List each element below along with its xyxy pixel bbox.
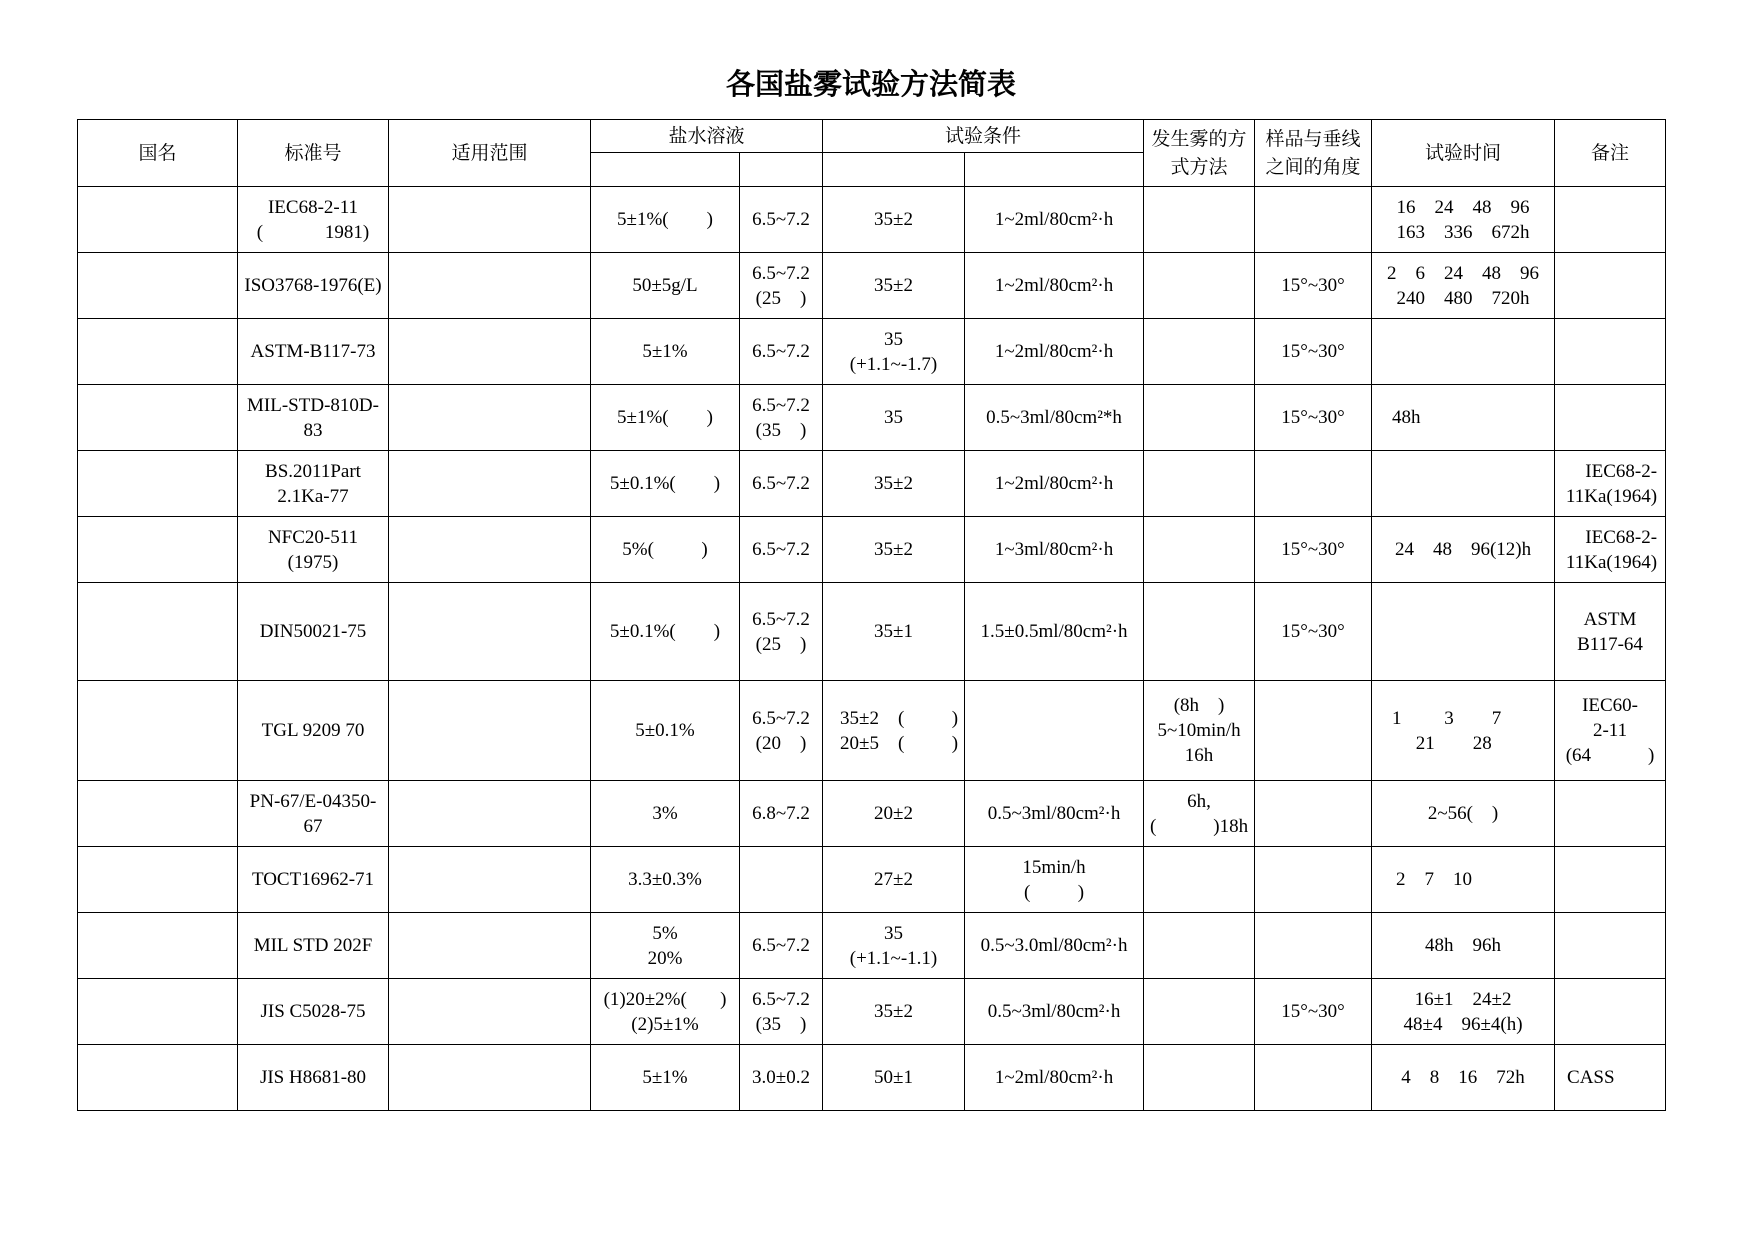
cell-scope	[389, 1045, 591, 1111]
table-row	[78, 253, 1666, 319]
cell-fog-method	[1144, 253, 1255, 319]
cell-country	[78, 1045, 238, 1111]
cell-scope	[389, 979, 591, 1045]
cell-concentration: 5±1%( )	[591, 187, 740, 253]
cell-concentration: 3%	[591, 781, 740, 847]
table-row	[78, 385, 1666, 451]
table-row	[78, 781, 1666, 847]
cell-ph	[740, 847, 823, 913]
cell-remarks: IEC60- 2-11 (64 )	[1555, 681, 1666, 781]
cell-scope	[389, 385, 591, 451]
cell-country	[78, 517, 238, 583]
cell-standard: TOCT16962-71	[238, 847, 389, 913]
cell-ph: 6.5~7.2 (25 )	[740, 583, 823, 681]
cell-fog-method	[1144, 385, 1255, 451]
cell-fog-method	[1144, 1045, 1255, 1111]
page-title: 各国盐雾试验方法简表	[725, 67, 1016, 101]
header-country: 国名	[78, 120, 238, 187]
table-row	[78, 319, 1666, 385]
cell-fog-rate: 0.5~3.0ml/80cm²·h	[965, 913, 1144, 979]
cell-standard: PN-67/E-04350- 67	[238, 781, 389, 847]
cell-remarks	[1555, 385, 1666, 451]
cell-temperature: 35 (+1.1~-1.1)	[823, 913, 965, 979]
subheader-cell	[965, 153, 1144, 187]
cell-test-time: 1 3 7 21 28	[1372, 681, 1555, 781]
cell-test-time	[1372, 319, 1555, 385]
cell-concentration: 5±1%	[591, 1045, 740, 1111]
cell-angle: 15°~30°	[1255, 385, 1372, 451]
cell-scope	[389, 781, 591, 847]
cell-standard: JIS H8681-80	[238, 1045, 389, 1111]
cell-ph: 6.8~7.2	[740, 781, 823, 847]
cell-ph: 6.5~7.2	[740, 451, 823, 517]
table-body	[78, 187, 1666, 1111]
cell-fog-method	[1144, 451, 1255, 517]
cell-angle: 15°~30°	[1255, 583, 1372, 681]
cell-concentration: 5%( )	[591, 517, 740, 583]
header-scope: 适用范围	[389, 120, 591, 187]
cell-standard: TGL 9209 70	[238, 681, 389, 781]
cell-concentration: 5±0.1%	[591, 681, 740, 781]
cell-country	[78, 681, 238, 781]
cell-fog-method	[1144, 319, 1255, 385]
cell-remarks	[1555, 847, 1666, 913]
cell-concentration: 3.3±0.3%	[591, 847, 740, 913]
cell-standard: MIL STD 202F	[238, 913, 389, 979]
cell-ph: 6.5~7.2 (20 )	[740, 681, 823, 781]
cell-remarks: ASTM B117-64	[1555, 583, 1666, 681]
cell-temperature: 35±2	[823, 979, 965, 1045]
cell-country	[78, 913, 238, 979]
header-standard: 标准号	[238, 120, 389, 187]
header-fog-method: 发生雾的方式方法	[1144, 120, 1255, 187]
cell-country	[78, 979, 238, 1045]
cell-standard: BS.2011Part 2.1Ka-77	[238, 451, 389, 517]
cell-fog-rate: 1~2ml/80cm²·h	[965, 1045, 1144, 1111]
cell-test-time: 48h 96h	[1372, 913, 1555, 979]
cell-temperature: 35±2	[823, 187, 965, 253]
cell-angle	[1255, 451, 1372, 517]
header-salt-solution: 盐水溶液	[591, 120, 823, 153]
cell-fog-method: (8h ) 5~10min/h 16h	[1144, 681, 1255, 781]
cell-country	[78, 187, 238, 253]
cell-angle	[1255, 847, 1372, 913]
cell-country	[78, 385, 238, 451]
cell-test-time	[1372, 583, 1555, 681]
cell-scope	[389, 847, 591, 913]
cell-ph: 6.5~7.2	[740, 517, 823, 583]
table-row	[78, 187, 1666, 253]
table-row	[78, 913, 1666, 979]
cell-remarks: CASS	[1555, 1045, 1666, 1111]
subheader-cell	[823, 153, 965, 187]
table-row	[78, 1045, 1666, 1111]
cell-angle: 15°~30°	[1255, 517, 1372, 583]
table-row	[78, 583, 1666, 681]
cell-fog-method	[1144, 847, 1255, 913]
cell-angle	[1255, 1045, 1372, 1111]
cell-scope	[389, 319, 591, 385]
cell-scope	[389, 913, 591, 979]
cell-remarks: IEC68-2- 11Ka(1964)	[1555, 451, 1666, 517]
cell-concentration: 5±0.1%( )	[591, 583, 740, 681]
cell-scope	[389, 451, 591, 517]
cell-temperature: 35±2 ( ) 20±5 ( )	[823, 681, 965, 781]
cell-remarks	[1555, 979, 1666, 1045]
cell-ph: 6.5~7.2	[740, 319, 823, 385]
table-row	[78, 979, 1666, 1045]
cell-remarks	[1555, 781, 1666, 847]
cell-standard: ASTM-B117-73	[238, 319, 389, 385]
cell-scope	[389, 583, 591, 681]
cell-test-time	[1372, 451, 1555, 517]
table-row	[78, 847, 1666, 913]
cell-standard: IEC68-2-11 ( 1981)	[238, 187, 389, 253]
cell-remarks	[1555, 319, 1666, 385]
cell-angle	[1255, 781, 1372, 847]
cell-angle: 15°~30°	[1255, 979, 1372, 1045]
cell-test-time: 2 6 24 48 96 240 480 720h	[1372, 253, 1555, 319]
cell-temperature: 20±2	[823, 781, 965, 847]
cell-angle: 15°~30°	[1255, 319, 1372, 385]
subheader-cell	[591, 153, 740, 187]
cell-fog-rate: 1~2ml/80cm²·h	[965, 253, 1144, 319]
cell-standard: MIL-STD-810D- 83	[238, 385, 389, 451]
cell-temperature: 50±1	[823, 1045, 965, 1111]
cell-fog-rate: 1~2ml/80cm²·h	[965, 319, 1144, 385]
cell-angle	[1255, 187, 1372, 253]
cell-test-time: 16±1 24±2 48±4 96±4(h)	[1372, 979, 1555, 1045]
cell-temperature: 35 (+1.1~-1.7)	[823, 319, 965, 385]
cell-concentration: 5% 20%	[591, 913, 740, 979]
cell-concentration: 5±1%( )	[591, 385, 740, 451]
cell-fog-rate: 0.5~3ml/80cm²·h	[965, 979, 1144, 1045]
header-test-conditions: 试验条件	[823, 120, 1144, 153]
cell-country	[78, 781, 238, 847]
cell-ph: 6.5~7.2 (35 )	[740, 385, 823, 451]
cell-fog-rate	[965, 681, 1144, 781]
table-row	[78, 517, 1666, 583]
cell-remarks: IEC68-2- 11Ka(1964)	[1555, 517, 1666, 583]
cell-fog-rate: 1~2ml/80cm²·h	[965, 451, 1144, 517]
cell-ph: 6.5~7.2	[740, 187, 823, 253]
salt-spray-methods-table	[77, 119, 1666, 1111]
cell-fog-rate: 1~2ml/80cm²·h	[965, 187, 1144, 253]
cell-angle	[1255, 913, 1372, 979]
cell-concentration: 5±1%	[591, 319, 740, 385]
cell-fog-method: 6h, ( )18h	[1144, 781, 1255, 847]
cell-country	[78, 847, 238, 913]
table-row	[78, 451, 1666, 517]
cell-scope	[389, 187, 591, 253]
cell-standard: JIS C5028-75	[238, 979, 389, 1045]
cell-fog-rate: 1~3ml/80cm²·h	[965, 517, 1144, 583]
header-test-time: 试验时间	[1372, 120, 1555, 187]
cell-scope	[389, 681, 591, 781]
cell-fog-method	[1144, 913, 1255, 979]
cell-standard: ISO3768-1976(E)	[238, 253, 389, 319]
cell-fog-rate: 1.5±0.5ml/80cm²·h	[965, 583, 1144, 681]
cell-test-time: 16 24 48 96 163 336 672h	[1372, 187, 1555, 253]
cell-concentration: 50±5g/L	[591, 253, 740, 319]
cell-country	[78, 253, 238, 319]
cell-ph: 6.5~7.2 (35 )	[740, 979, 823, 1045]
cell-fog-rate: 15min/h ( )	[965, 847, 1144, 913]
cell-concentration: 5±0.1%( )	[591, 451, 740, 517]
cell-test-time: 24 48 96(12)h	[1372, 517, 1555, 583]
cell-fog-method	[1144, 517, 1255, 583]
header-row	[78, 120, 1666, 153]
cell-standard: NFC20-511 (1975)	[238, 517, 389, 583]
cell-temperature: 35±1	[823, 583, 965, 681]
cell-scope	[389, 253, 591, 319]
cell-test-time: 48h	[1372, 385, 1555, 451]
table-row	[78, 681, 1666, 781]
cell-standard: DIN50021-75	[238, 583, 389, 681]
cell-country	[78, 583, 238, 681]
cell-fog-rate: 0.5~3ml/80cm²·h	[965, 781, 1144, 847]
cell-temperature: 35±2	[823, 451, 965, 517]
cell-country	[78, 319, 238, 385]
cell-remarks	[1555, 913, 1666, 979]
cell-temperature: 35±2	[823, 253, 965, 319]
cell-angle	[1255, 681, 1372, 781]
cell-concentration: (1)20±2%( ) (2)5±1%	[591, 979, 740, 1045]
cell-fog-method	[1144, 187, 1255, 253]
cell-scope	[389, 517, 591, 583]
cell-angle: 15°~30°	[1255, 253, 1372, 319]
cell-test-time: 4 8 16 72h	[1372, 1045, 1555, 1111]
cell-temperature: 35±2	[823, 517, 965, 583]
cell-ph: 3.0±0.2	[740, 1045, 823, 1111]
cell-test-time: 2~56( )	[1372, 781, 1555, 847]
cell-country	[78, 451, 238, 517]
header-remarks: 备注	[1555, 120, 1666, 187]
header-angle: 样品与垂线之间的角度	[1255, 120, 1372, 187]
cell-ph: 6.5~7.2	[740, 913, 823, 979]
cell-fog-rate: 0.5~3ml/80cm²*h	[965, 385, 1144, 451]
cell-remarks	[1555, 253, 1666, 319]
cell-remarks	[1555, 187, 1666, 253]
cell-temperature: 35	[823, 385, 965, 451]
subheader-cell	[740, 153, 823, 187]
cell-ph: 6.5~7.2 (25 )	[740, 253, 823, 319]
cell-temperature: 27±2	[823, 847, 965, 913]
cell-test-time: 2 7 10	[1372, 847, 1555, 913]
cell-fog-method	[1144, 583, 1255, 681]
cell-fog-method	[1144, 979, 1255, 1045]
